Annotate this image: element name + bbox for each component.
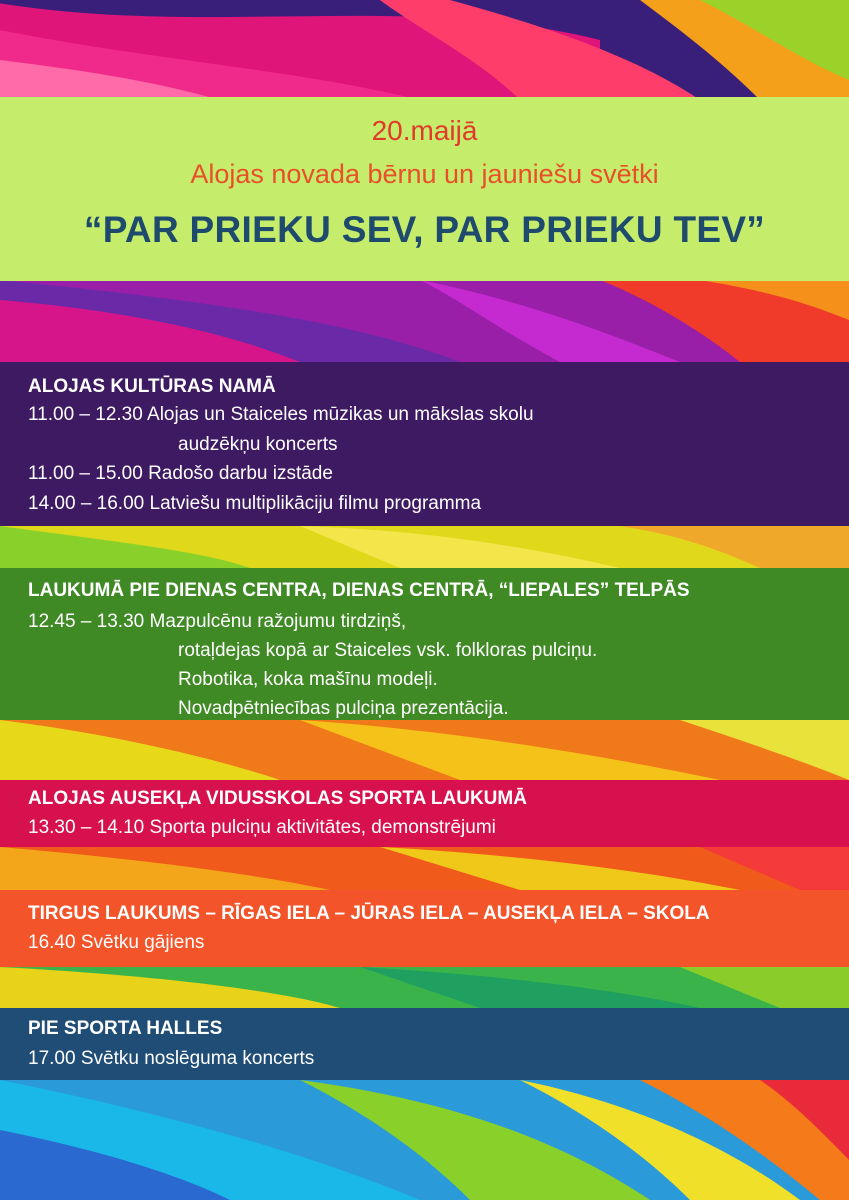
event-title: “PAR PRIEKU SEV, PAR PRIEKU TEV” bbox=[83, 209, 766, 250]
section-heading: LAUKUMĀ PIE DIENAS CENTRA, DIENAS CENTRĀ, “LIEPALES” TELPĀS bbox=[28, 580, 690, 601]
schedule-line: 16.40 Svētku gājiens bbox=[28, 932, 205, 953]
event-date: 20.maijā bbox=[371, 115, 478, 146]
schedule-line: 17.00 Svētku noslēguma koncerts bbox=[28, 1048, 315, 1069]
schedule-line: audzēkņu koncerts bbox=[178, 434, 338, 455]
schedule-line: rotaļdejas kopā ar Staiceles vsk. folkloras pulciņu. bbox=[178, 640, 598, 661]
schedule-line: Robotika, koka mašīnu modeļi. bbox=[178, 669, 438, 690]
schedule-line: 11.00 – 15.00 Radošo darbu izstāde bbox=[28, 463, 333, 484]
section-sporta-laukums bbox=[0, 780, 849, 847]
section-svetku-gajiens bbox=[0, 890, 849, 967]
section-heading: ALOJAS KULTŪRAS NAMĀ bbox=[28, 376, 276, 397]
section-heading: TIRGUS LAUKUMS – RĪGAS IELA – JŪRAS IELA – AUSEKĻA IELA – SKOLA bbox=[28, 903, 710, 924]
header-banner bbox=[0, 97, 849, 281]
section-kulturas-nams bbox=[0, 362, 849, 526]
event-subtitle: Alojas novada bērnu un jauniešu svētki bbox=[190, 159, 659, 189]
schedule-line: 11.00 – 12.30 Alojas un Staiceles mūzikas un mākslas skolu bbox=[28, 404, 534, 425]
section-sporta-halle bbox=[0, 1008, 849, 1080]
section-heading: ALOJAS AUSEKĻA VIDUSSKOLAS SPORTA LAUKUMĀ bbox=[28, 788, 527, 809]
schedule-line: 12.45 – 13.30 Mazpulcēnu ražojumu tirdziņš, bbox=[28, 611, 407, 632]
schedule-line: 14.00 – 16.00 Latviešu multiplikāciju filmu programma bbox=[28, 493, 482, 514]
section-heading: PIE SPORTA HALLES bbox=[28, 1018, 223, 1039]
section-dienas-centrs bbox=[0, 568, 849, 720]
schedule-line: Novadpētniecības pulciņa prezentācija. bbox=[178, 698, 509, 719]
schedule-line: 13.30 – 14.10 Sporta pulciņu aktivitātes, demonstrējumi bbox=[28, 817, 496, 838]
